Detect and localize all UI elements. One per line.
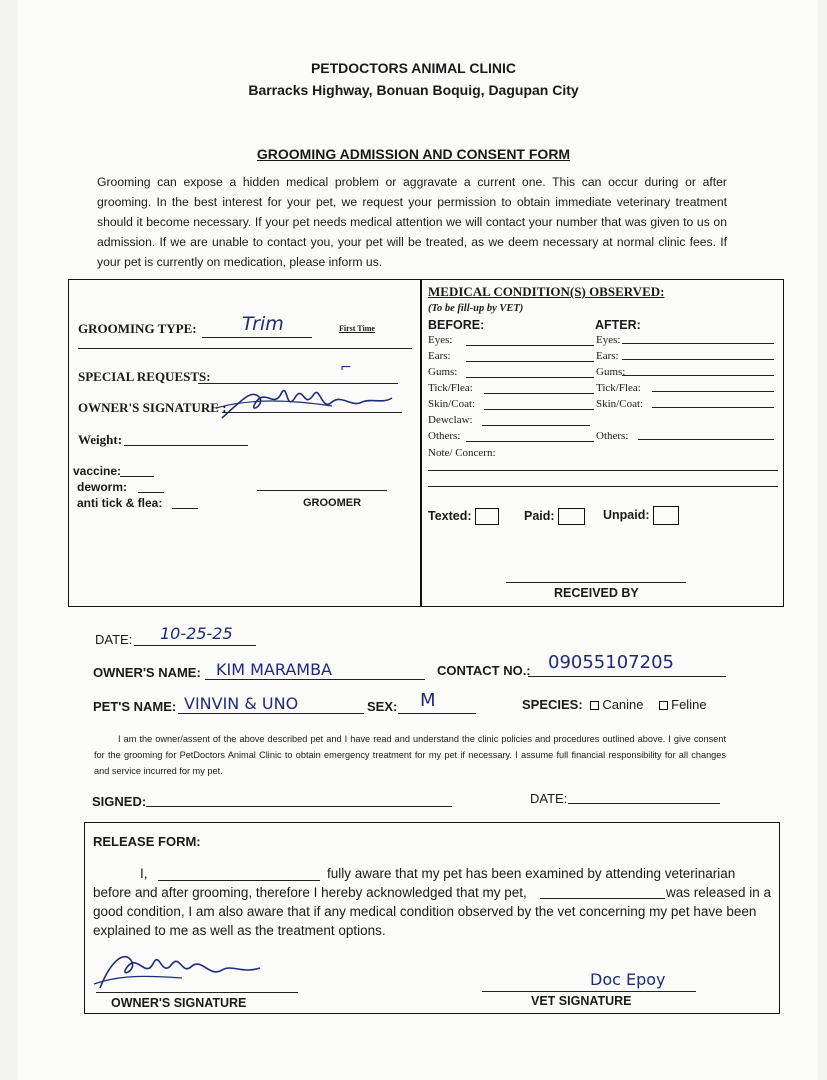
after-field-line[interactable]: [622, 375, 774, 376]
pet-name-line: [178, 713, 364, 714]
owner-name-label: OWNER'S NAME:: [93, 665, 201, 680]
before-field-label: Gums:: [428, 366, 458, 378]
signed-date-label: DATE:: [530, 791, 568, 806]
before-field-line[interactable]: [482, 425, 590, 426]
owner-signature-label: OWNER'S SIGNATURE :: [78, 400, 227, 415]
after-field-line[interactable]: [622, 343, 774, 344]
signed-line: [146, 806, 452, 807]
owner-signature-scribble: [212, 380, 402, 430]
canine-label: Canine: [602, 697, 644, 712]
owner-name-line: [205, 679, 425, 680]
after-field-label: Gums:: [596, 366, 626, 378]
before-field-line[interactable]: [466, 377, 594, 378]
anti-tick-line: [172, 508, 198, 509]
clinic-name: PETDOCTORS ANIMAL CLINIC: [310, 60, 517, 76]
after-field-label: Ears:: [596, 350, 619, 362]
contact-line: [528, 676, 726, 677]
sex-label: SEX:: [367, 699, 398, 714]
release-name-line: [158, 880, 320, 881]
before-field-label: Eyes:: [428, 334, 453, 346]
date-line: [134, 645, 256, 646]
note-line-2: [428, 486, 778, 487]
paid-checkbox[interactable]: [558, 508, 585, 525]
unpaid-checkbox[interactable]: [653, 506, 679, 525]
release-owner-signature-label: OWNER'S SIGNATURE: [111, 996, 247, 1010]
after-field-line[interactable]: [622, 359, 774, 360]
texted-checkbox-row[interactable]: [428, 508, 499, 525]
groomer-line: [257, 490, 387, 491]
note-line-1: [428, 470, 778, 471]
release-i: I,: [140, 866, 148, 881]
weight-label: Weight:: [78, 432, 123, 447]
pet-name-label: PET'S NAME:: [93, 699, 177, 714]
before-field-line[interactable]: [466, 345, 594, 346]
before-field-label: Tick/Flea:: [428, 382, 473, 394]
canine-option[interactable]: [590, 697, 643, 712]
grooming-type-value[interactable]: Trim: [242, 313, 284, 335]
before-field-line[interactable]: [466, 441, 594, 442]
paid-checkbox-row[interactable]: [524, 508, 585, 525]
date-value[interactable]: 10-25-25: [160, 624, 233, 643]
feline-label: Feline: [671, 697, 707, 712]
unpaid-label: Unpaid:: [603, 507, 650, 522]
before-field-line[interactable]: [484, 393, 594, 394]
species-row: [522, 697, 707, 712]
grooming-type-label: GROOMING TYPE:: [78, 321, 197, 336]
owner-name-value[interactable]: KIM MARAMBA: [216, 660, 332, 679]
deworm-label: deworm:: [77, 480, 128, 494]
received-by-line: [506, 582, 686, 583]
before-field-label: Ears:: [428, 350, 451, 362]
note-concern-label: Note/ Concern:: [428, 447, 496, 459]
paid-label: Paid:: [524, 508, 555, 523]
release-owner-sig-line: [96, 992, 298, 993]
intro-paragraph: Grooming can expose a hidden medical problem or aggravate a current one. This can occur during or after grooming. In the best interest for your pet, we request your permission to obtain immediate veterinary treatment should it become necessary. If your pet needs medical attention we will contact your number that was given to us on admission. If we are unable to contact you, your pet will be treated, as we deem necessary at normal clinic fees. If your pet is currently on medication, please inform us.: [97, 175, 727, 269]
after-field-label: Others:: [596, 430, 629, 442]
release-line-2a: before and after grooming, therefore I hereby acknowledged that my pet,: [93, 885, 527, 900]
before-field-label: Skin/Coat:: [428, 398, 476, 410]
groomer-label: GROOMER: [303, 497, 362, 509]
grooming-extra-line: [78, 348, 412, 349]
texted-label: Texted:: [428, 508, 472, 523]
received-by-label: RECEIVED BY: [554, 586, 639, 600]
before-label: BEFORE:: [428, 318, 485, 332]
contact-label: CONTACT NO.:: [437, 663, 531, 678]
after-label: AFTER:: [595, 318, 641, 332]
feline-option[interactable]: [659, 697, 706, 712]
after-field-line[interactable]: [638, 439, 774, 440]
release-owner-signature-scribble: [92, 948, 282, 996]
signed-date-line: [568, 803, 720, 804]
medical-condition-subtitle: (To be fill-up by VET): [428, 303, 524, 314]
canine-checkbox[interactable]: [590, 701, 599, 710]
medical-condition-title: MEDICAL CONDITION(S) OBSERVED:: [428, 284, 665, 299]
release-pet-line: [540, 898, 665, 899]
before-field-line[interactable]: [466, 361, 594, 362]
box-divider: [420, 280, 422, 606]
vaccine-label: vaccine:: [73, 464, 122, 478]
feline-checkbox[interactable]: [659, 701, 668, 710]
vaccine-line: [120, 476, 154, 477]
sex-line: [398, 713, 476, 714]
vet-signature-value: Doc Epoy: [590, 970, 666, 989]
release-line-2b: was released in a: [666, 885, 772, 900]
vet-signature-line: [482, 991, 696, 992]
after-field-label: Eyes:: [596, 334, 621, 346]
consent-paragraph: I am the owner/assent of the above described pet and I have read and understand the clinic policies and procedures outlined above. I give consent for the grooming for PetDoctors Animal Clinic to obtain emergency treatment for my pet if necessary. I assume full financial responsibility for all changes and service incurred for my pet.: [94, 734, 726, 776]
texted-checkbox[interactable]: [475, 508, 499, 525]
release-line-3: good condition, I am also aware that if any medical condition observed by the vet concerning my pet have been: [93, 904, 757, 919]
after-field-label: Tick/Flea:: [596, 382, 641, 394]
form-title: GROOMING ADMISSION AND CONSENT FORM: [256, 146, 571, 162]
before-field-label: Others:: [428, 430, 461, 442]
after-field-line[interactable]: [652, 391, 774, 392]
sex-value[interactable]: M: [420, 690, 436, 711]
anti-tick-label: anti tick & flea:: [77, 496, 163, 510]
release-line-4: explained to me as well as the treatment options.: [93, 923, 386, 938]
vet-signature-label: VET SIGNATURE: [531, 994, 632, 1008]
deworm-line: [138, 492, 164, 493]
clinic-address: Barracks Highway, Bonuan Boquig, Dagupan City: [248, 82, 579, 98]
special-requests-label: SPECIAL REQUESTS:: [78, 369, 211, 384]
signed-label: SIGNED:: [92, 794, 147, 809]
grooming-type-line: [202, 337, 312, 338]
species-label: SPECIES:: [522, 697, 583, 712]
special-requests-mark: ⌐: [340, 360, 352, 376]
weight-line: [124, 445, 248, 446]
after-field-line[interactable]: [652, 407, 774, 408]
before-field-label: Dewclaw:: [428, 414, 473, 426]
date-label: DATE:: [95, 632, 133, 647]
after-field-label: Skin/Coat:: [596, 398, 644, 410]
unpaid-checkbox-row[interactable]: [603, 506, 679, 525]
before-field-line[interactable]: [484, 409, 594, 410]
pet-name-value[interactable]: VINVIN & UNO: [184, 694, 299, 713]
contact-value[interactable]: 09055107205: [548, 652, 674, 673]
release-line-1: fully aware that my pet has been examined by attending veterinarian: [327, 866, 736, 881]
release-title: RELEASE FORM:: [93, 834, 201, 849]
first-time-label: First Time: [339, 324, 375, 333]
